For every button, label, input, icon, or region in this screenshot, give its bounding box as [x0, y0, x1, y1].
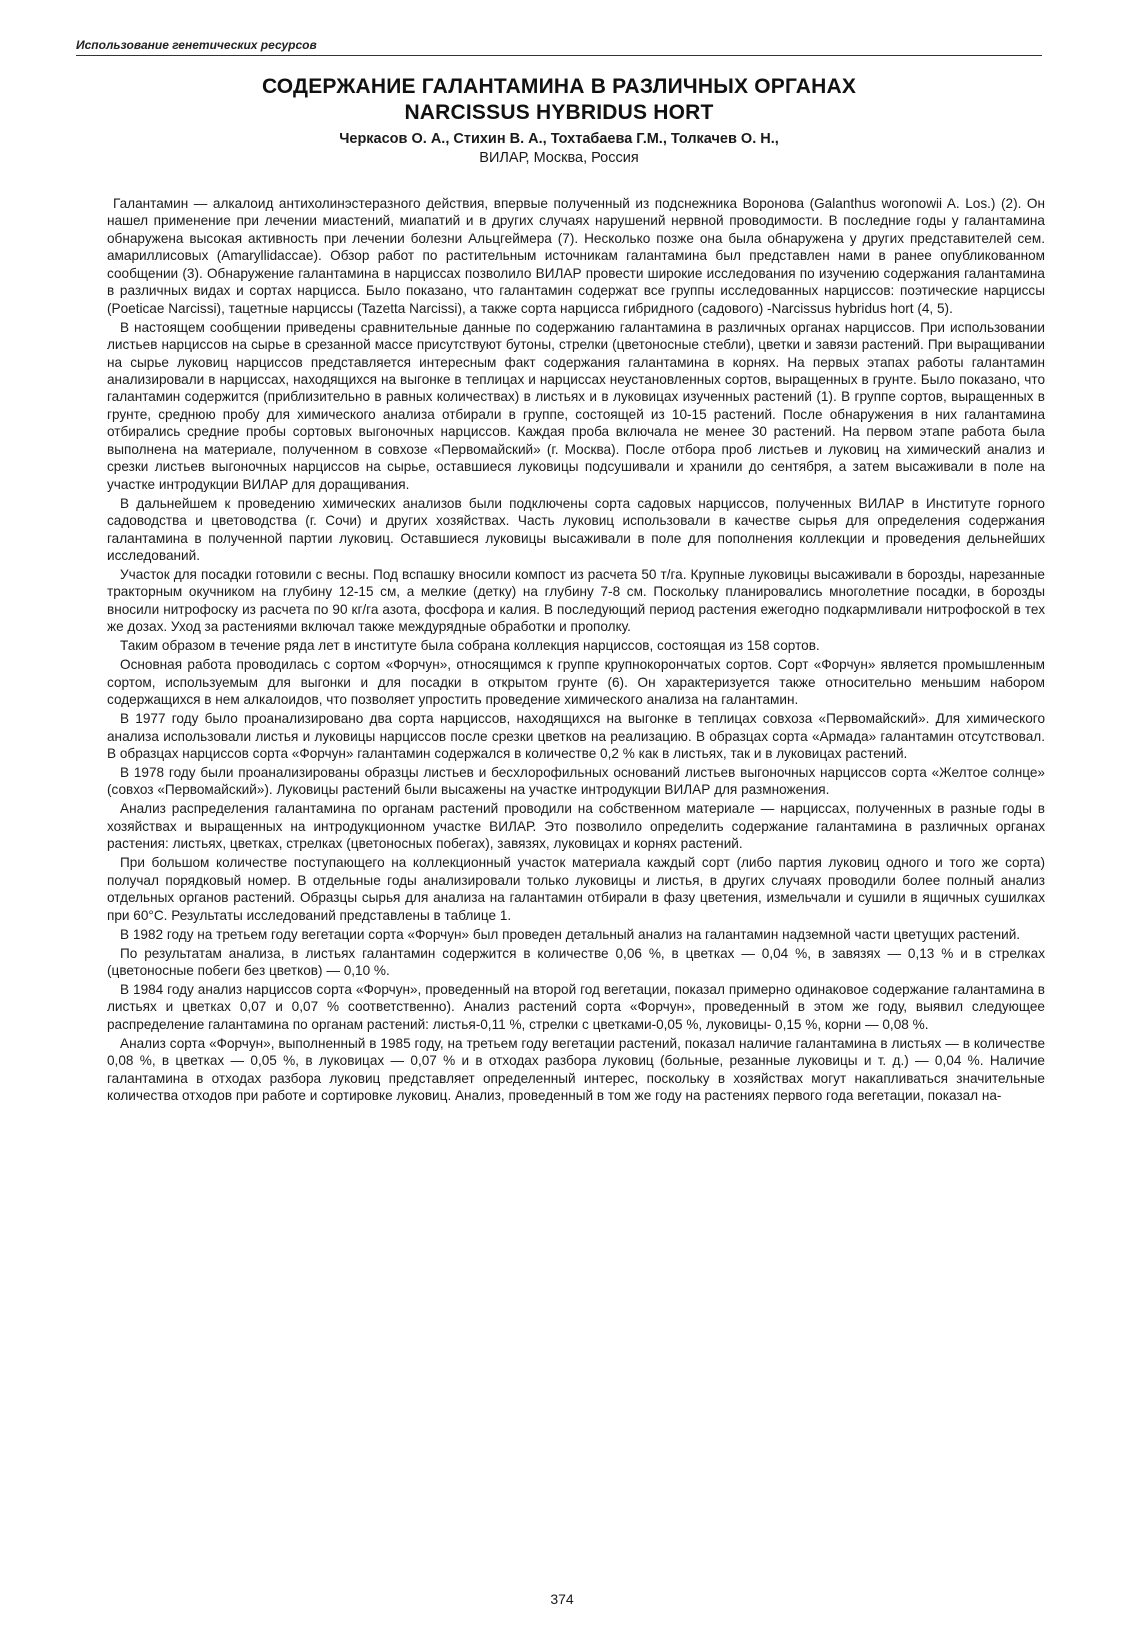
- paragraph: В дальнейшем к проведению химических анализов были подключены сорта садовых нарциссов, полученных ВИЛАР в Институте горного садоводства и цветоводства (г. Сочи) и других хозяйствах. Часть луковиц использовали в качестве сырья для определения содержания галантамина в полученной партии луковиц. Оставшиеся луковицы высаживали в поле для пополнения коллекции и проведения дельнейших исследований.: [107, 495, 1045, 564]
- affiliation: ВИЛАР, Москва, Россия: [479, 150, 639, 166]
- article-title-line-1: СОДЕРЖАНИЕ ГАЛАНТАМИНА В РАЗЛИЧНЫХ ОРГАНАХ: [261, 75, 857, 98]
- paragraph: В 1978 году были проанализированы образцы листьев и бесхлорофильных оснований листьев выгоночных нарциссов сорта «Желтое солнце» (совхоз «Первомайский»). Луковицы растений были высажены на участке интродукции ВИЛАР для размножения.: [107, 765, 1045, 798]
- paragraph: В 1982 году на третьем году вегетации сорта «Форчун» был проведен детальный анализ на галантамин надземной части цветущих растений.: [120, 926, 1021, 942]
- paragraph: Основная работа проводилась с сортом «Форчун», относящимся к группе крупнокорончатых сортов. Сорт «Форчун» является промышленным сортом, используемым для выгонки и для посадки в открытом грунте (6). Он характеризуется также относительно меньшим набором содержащихся в нем алкалоидов, что позволяет упростить проведение химического анализа на галантамин.: [107, 657, 1045, 708]
- paragraph: В 1977 году было проанализировано два сорта нарциссов, находящихся на выгонке в теплицах совхоза «Первомайский». Для химического анализа использовали листья и луковицы нарциссов после срезки цветков на реализацию. В образцах сорта «Армада» галантамин отсутствовал. В образцах нарциссов сорта «Форчун» галантамин содержался в количестве 0,2 % как в листьях, так и в луковицах растений.: [107, 711, 1045, 762]
- page-number: 374: [550, 1591, 574, 1607]
- article-title-line-2: NARCISSUS HYBRIDUS HORT: [404, 101, 714, 124]
- paragraph: В настоящем сообщении приведены сравнительные данные по содержанию галантамина в различных органах нарциссов. При использовании листьев нарциссов на сырье в срезанной массе присутствуют бутоны, стрелки (цветоносные стебли), цветки и завязи растений. При выращивании на сырье луковиц нарциссов представляется интересным факт содержания галантамина в корнях. На первых этапах работы галантамин анализировали в нарциссах, находящихся на выгонке в теплицах и нарциссах неустановленных сортов, выращенных в грунте. Было показано, что галантамин содержится (приблизительно в равных количествах) в листьях и в луковицах изученных растений (1). В группе сортов, выращенных в грунте, среднюю пробу для химического анализа отбирали в группе, состоящей из 10-15 растений. После обнаружения в них галантамина отбирались средние пробы сортовых выгоночных нарциссов. Каждая проба включала не менее 30 растений. На первом этапе работа была выполнена на материале, полученном в совхозе «Первомайский» (г. Москва). После отбора проб листьев и луковиц на химический анализ и срезки листьев выгоночных нарциссов на сырье, оставшиеся луковицы подсушивали и хранили до сентября, а затем высаживали в поле на участке интродукции ВИЛАР для доращивания.: [107, 319, 1045, 492]
- paragraph: Анализ сорта «Форчун», выполненный в 1985 году, на третьем году вегетации растений, показал наличие галантамина в листьях — в количестве 0,08 %, в цветках — 0,05 %, в луковицах — 0,07 % и в отходах разбора луковиц (больные, резанные луковицы и т. д.) — 0,04 %. Наличие галантамина в отходах разбора луковиц представляет определенный интерес, поскольку в хозяйствах могут накапливаться значительные количества отходов при работе и сортировке луковиц. Анализ, проведенный в том же году на растениях первого года вегетации, показал на-: [107, 1035, 1045, 1104]
- title-block: [76, 74, 1042, 168]
- authors: Черкасов О. А., Стихин В. А., Тохтабаева Г.М., Толкачев О. Н.,: [339, 131, 779, 147]
- paragraph: При большом количестве поступающего на коллекционный участок материала каждый сорт (либо партия луковиц одного и того же сорта) получал порядковый номер. В отдельные годы анализировали только луковицы и листья, в других случаях проводили более полный анализ отдельных органов растений. Образцы сырья для анализа на галантамин отбирали в фазу цветения, измельчали и сушили в ящичных сушилках при 60°С. Результаты исследований представлены в таблице 1.: [107, 855, 1045, 923]
- paragraph: Участок для посадки готовили с весны. Под вспашку вносили компост из расчета 50 т/га. Крупные луковицы высаживали в борозды, нарезанные тракторным окучником на глубину 12-15 см, а мелкие (детку) на глубину 7-8 см. Поскольку планировались многолетние посадки, в борозды вносили нитрофоску из расчета по 90 кг/га азота, фосфора и калия. В последующий период растения ежегодно подкармливали нитрофоской в тех же дозах. Уход за растениями включал также междурядные обработки и прополку.: [107, 567, 1045, 635]
- header-rule: [76, 55, 1042, 56]
- paragraph: Галантамин — алкалоид антихолинэстеразного действия, впервые полученный из подснежника Воронова (Galanthus woronowii A. Los.) (2). Он нашел применение при лечении миастений, миапатий и в других случаях нарушений нервной проводимости. В последние годы у галантамина обнаружена высокая активность при лечении болезни Альцгеймера (7). Несколько позже она была обнаружена у других представителей сем. амариллисовых (Amaryllidaccae). Обзор работ по растительным источникам галантамина был представлен нами в ранее опубликованном сообщении (3). Обнаружение галантамина в нарциссах позволило ВИЛАР провести широкие исследования по изучению содержания галантамина в различных видах и сортах нарцисса. Было показано, что галантамин содержат все группы исследованных нарциссов: поэтические нарциссы (Poeticae Narcissi), тацетные нарциссы (Tazetta Narcissi), а также сорта нарцисса гибридного (садового) -Narcissus hybridus hort (4, 5).: [107, 196, 1045, 316]
- article-body: [107, 195, 1045, 1106]
- paragraph: Анализ распределения галантамина по органам растений проводили на собственном материале — нарциссах, полученных в разные годы в хозяйствах и выращенных на интродукционном участке ВИЛАР. Это позволило определить содержание галантамина в различных органах растения: листьях, цветках, стрелках (цветоносных побегах), завязях, луковицах и корнях растений.: [107, 801, 1045, 852]
- paragraph: В 1984 году анализ нарциссов сорта «Форчун», проведенный на второй год вегетации, показал примерно одинаковое содержание галантамина в листьях и цветках 0,07 и 0,07 % соответственно). Анализ растений сорта «Форчун», проведенный в этом же году, выявил следующее распределение галантамина по органам растений: листья-0,11 %, стрелки с цветками-0,05 %, луковицы- 0,15 %, корни — 0,08 %.: [107, 981, 1045, 1032]
- paragraph: По результатам анализа, в листьях галантамин содержится в количестве 0,06 %, в цветках — 0,04 %, в завязях — 0,13 % и в стрелках (цветоносные побеги без цветков) — 0,10 %.: [107, 945, 1045, 978]
- paragraph: Таким образом в течение ряда лет в институте была собрана коллекция нарциссов, состоящая из 158 сортов.: [120, 638, 820, 654]
- running-head: Использование генетических ресурсов: [76, 38, 317, 52]
